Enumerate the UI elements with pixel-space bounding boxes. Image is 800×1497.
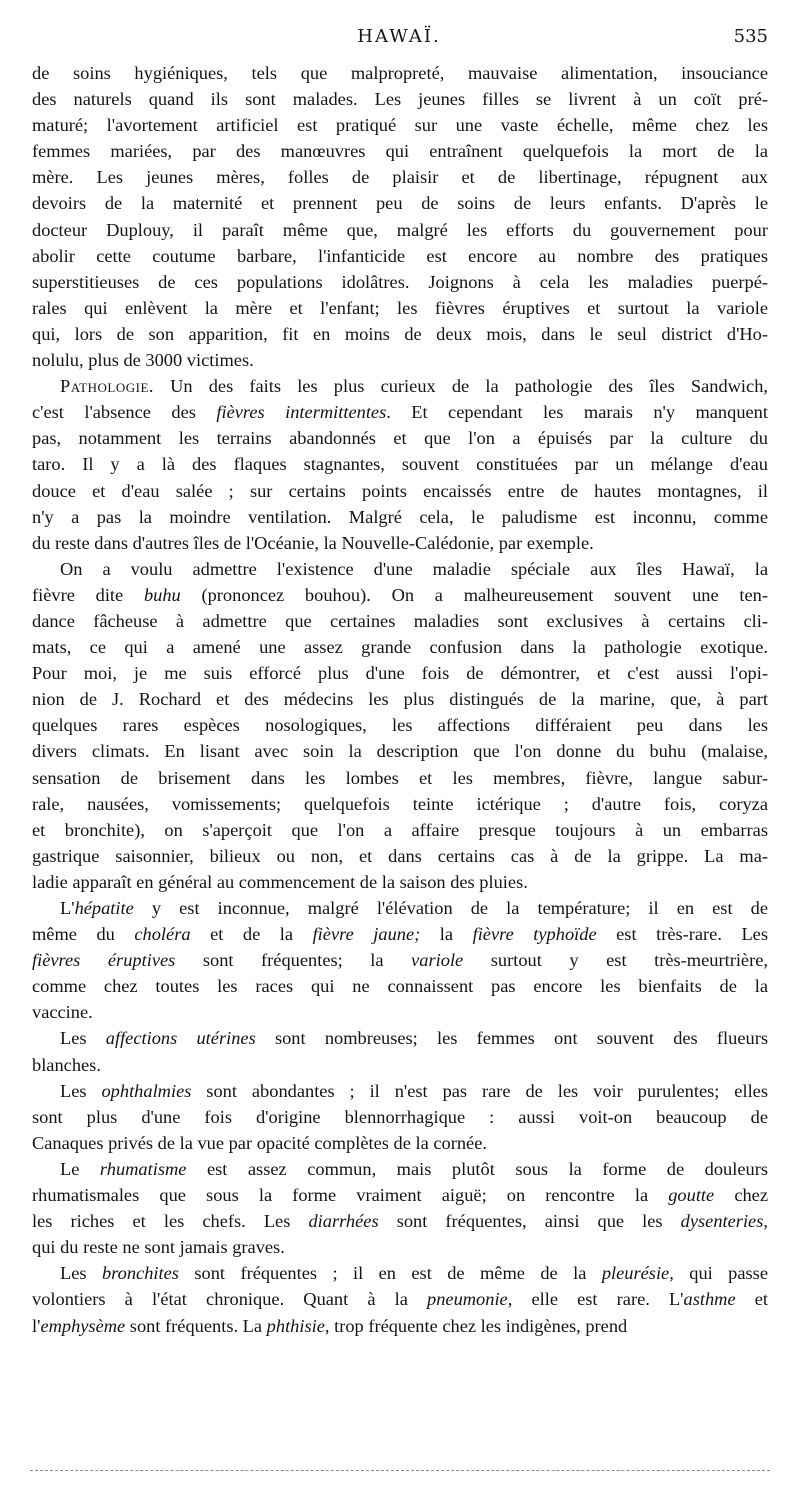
text-line: dance fâcheuse à admettre que certaines maladies sont exclusives à certains cli- [32, 610, 768, 631]
text-line: blanches. [32, 1054, 101, 1075]
text-line: ladie apparaît en général au commencement de la saison des pluies. [32, 871, 528, 892]
text-line: sont plus d'une fois d'origine blennorrhagique : aussi voit-on beaucoup de [32, 1106, 768, 1127]
text-line: l'emphysème sont fréquents. La phthisie, trop fréquente chez les indigènes, prend [32, 1315, 628, 1336]
text-line: nolulu, plus de 3000 victimes. [32, 350, 254, 371]
text-line: quelques rares espèces nosologiques, les affections différaient peu dans les [32, 715, 768, 736]
italic-term: hépatite [74, 898, 134, 918]
text-line: fièvres éruptives sont fréquentes; la variole surtout y est très-meurtrière, [32, 950, 768, 971]
text-line: comme chez toutes les races qui ne connaissent pas encore les bienfaits de la [32, 976, 768, 997]
italic-term: goutte [668, 1185, 715, 1206]
text-line: rales qui enlèvent la mère et l'enfant; les fièvres éruptives et surtout la variole [32, 297, 768, 318]
text-line: douce et d'eau salée ; sur certains points encaissés entre de hautes montagnes, il [32, 480, 768, 501]
paragraph [32, 1078, 768, 1156]
italic-term: dysenteries [680, 1211, 764, 1232]
paragraph [32, 556, 768, 895]
text-line: abolir cette coutume barbare, l'infanticide est encore au nombre des pratiques [32, 245, 768, 266]
text-line: vaccine. [32, 1002, 93, 1023]
section-heading: Pathologie. [60, 376, 154, 397]
text-line: gastrique saisonnier, bilieux ou non, et dans certains cas à de la grippe. La ma- [32, 845, 768, 866]
running-title: HAWAÏ. [357, 26, 441, 47]
italic-term: fièvres intermittentes [216, 402, 387, 423]
text-line: pas, notamment les terrains abandonnés et que l'on a épuisés par la culture du [32, 428, 768, 449]
page-number: 535 [733, 26, 768, 47]
body-text [32, 60, 768, 1339]
text-line: volontiers à l'état chronique. Quant à la pneumonie, elle est rare. L'asthme et [32, 1289, 768, 1310]
text-line: mère. Les jeunes mères, folles de plaisir et de libertinage, répugnent aux [32, 167, 768, 188]
italic-term: phthisie [266, 1315, 325, 1336]
italic-term: choléra [134, 924, 191, 945]
text-line: sensation de brisement dans les lombes et les membres, fièvre, langue sabur- [32, 767, 768, 788]
text-line: Le rhumatisme est assez commun, mais plutôt sous la forme de douleurs [60, 1158, 768, 1179]
text-line: divers climats. En lisant avec soin la description que l'on donne du buhu (malaise, [32, 741, 768, 762]
text-line: maturé; l'avortement artificiel est pratiqué sur une vaste échelle, même chez les [32, 115, 768, 136]
paragraph [32, 1260, 768, 1338]
paragraph [32, 1025, 768, 1077]
text-line: du reste dans d'autres îles de l'Océanie, la Nouvelle-Calédonie, par exemple. [32, 532, 594, 553]
text-line: superstitieuses de ces populations idolâtres. Joignons à cela les maladies puerpé- [32, 271, 768, 292]
text-line: Pour moi, je me suis efforcé plus d'une fois de démontrer, et c'est aussi l'opi- [32, 663, 768, 684]
running-head [30, 26, 768, 52]
text-line: Les bronchites sont fréquentes ; il en est de même de la pleurésie, qui passe [60, 1263, 768, 1284]
italic-term: asthme [683, 1289, 736, 1310]
text-line: Pathologie. Un des faits les plus curieux de la pathologie des îles Sandwich, [60, 376, 768, 397]
text-line: femmes mariées, par des manœuvres qui entraînent quelquefois la mort de la [32, 141, 768, 162]
italic-term: variole [411, 950, 464, 971]
paragraph [32, 373, 768, 556]
paragraph [32, 895, 768, 1025]
text-line: des naturels quand ils sont malades. Les jeunes filles se livrent à un coït pré- [32, 89, 768, 110]
text-line: même du choléra et de la fièvre jaune; la fièvre typhoïde est très-rare. Les [32, 924, 769, 945]
text-line: n'y a pas la moindre ventilation. Malgré cela, le paludisme est inconnu, comme [32, 506, 768, 527]
italic-term: affections utérines [105, 1028, 256, 1049]
footer-rule [30, 1470, 770, 1471]
text-line: qui du reste ne sont jamais graves. [32, 1237, 285, 1258]
text-line: taro. Il y a là des flaques stagnantes, souvent constituées par un mélange d'eau [32, 454, 768, 475]
italic-term: fièvre typhoïde [472, 924, 597, 945]
italic-term: fièvre jaune; [312, 924, 421, 945]
text-line: nion de J. Rochard et des médecins les plus distingués de la marine, que, à part [32, 689, 768, 710]
text-line: Canaques privés de la vue par opacité complètes de la cornée. [32, 1132, 487, 1153]
text-line: On a voulu admettre l'existence d'une maladie spéciale aux îles Hawaï, la [60, 558, 768, 579]
text-line: c'est l'absence des fièvres intermittentes. Et cependant les marais n'y manquent [32, 402, 768, 423]
text-line: rhumatismales que sous la forme vraiment aiguë; on rencontre la goutte chez [32, 1185, 768, 1206]
text-line: et bronchite), on s'aperçoit que l'on a affaire presque toujours à un embarras [32, 819, 768, 840]
text-line: docteur Duplouy, il paraît même que, malgré les efforts du gouvernement pour [32, 219, 768, 240]
italic-term: pleurésie [601, 1263, 670, 1284]
text-line: rale, nausées, vomissements; quelquefois teinte ictérique ; d'autre fois, coryza [32, 793, 768, 814]
text-line: mats, ce qui a amené une assez grande confusion dans la pathologie exotique. [32, 637, 768, 658]
italic-term: ophthalmies [101, 1080, 192, 1101]
italic-term: rhumatisme [99, 1158, 187, 1179]
italic-term: buhu [143, 584, 181, 605]
italic-term: bronchites [101, 1263, 179, 1284]
text-line: L'hépatite y est inconnue, malgré l'élévation de la température; il en est de [60, 898, 768, 918]
italic-term: diarrhées [308, 1211, 379, 1232]
italic-term: fièvres éruptives [32, 950, 176, 971]
text-line: Les ophthalmies sont abondantes ; il n'est pas rare de les voir purulentes; elles [60, 1080, 768, 1101]
italic-term: pneumonie [427, 1289, 508, 1310]
text-line: fièvre dite buhu (prononcez bouhou). On a malheureusement souvent une ten- [32, 584, 768, 605]
text-line: de soins hygiéniques, tels que malpropreté, mauvaise alimentation, insouciance [32, 63, 768, 83]
italic-term: emphysème [40, 1315, 126, 1336]
text-line: devoirs de la maternité et prennent peu de soins de leurs enfants. D'après le [32, 193, 768, 214]
paragraph [32, 1156, 768, 1260]
paragraph [32, 60, 768, 373]
text-line: qui, lors de son apparition, fit en moins de deux mois, dans le seul district d'Ho- [32, 323, 768, 344]
text-line: les riches et les chefs. Les diarrhées sont fréquentes, ainsi que les dysenteries, [32, 1211, 768, 1232]
text-line: Les affections utérines sont nombreuses; les femmes ont souvent des flueurs [60, 1028, 768, 1049]
